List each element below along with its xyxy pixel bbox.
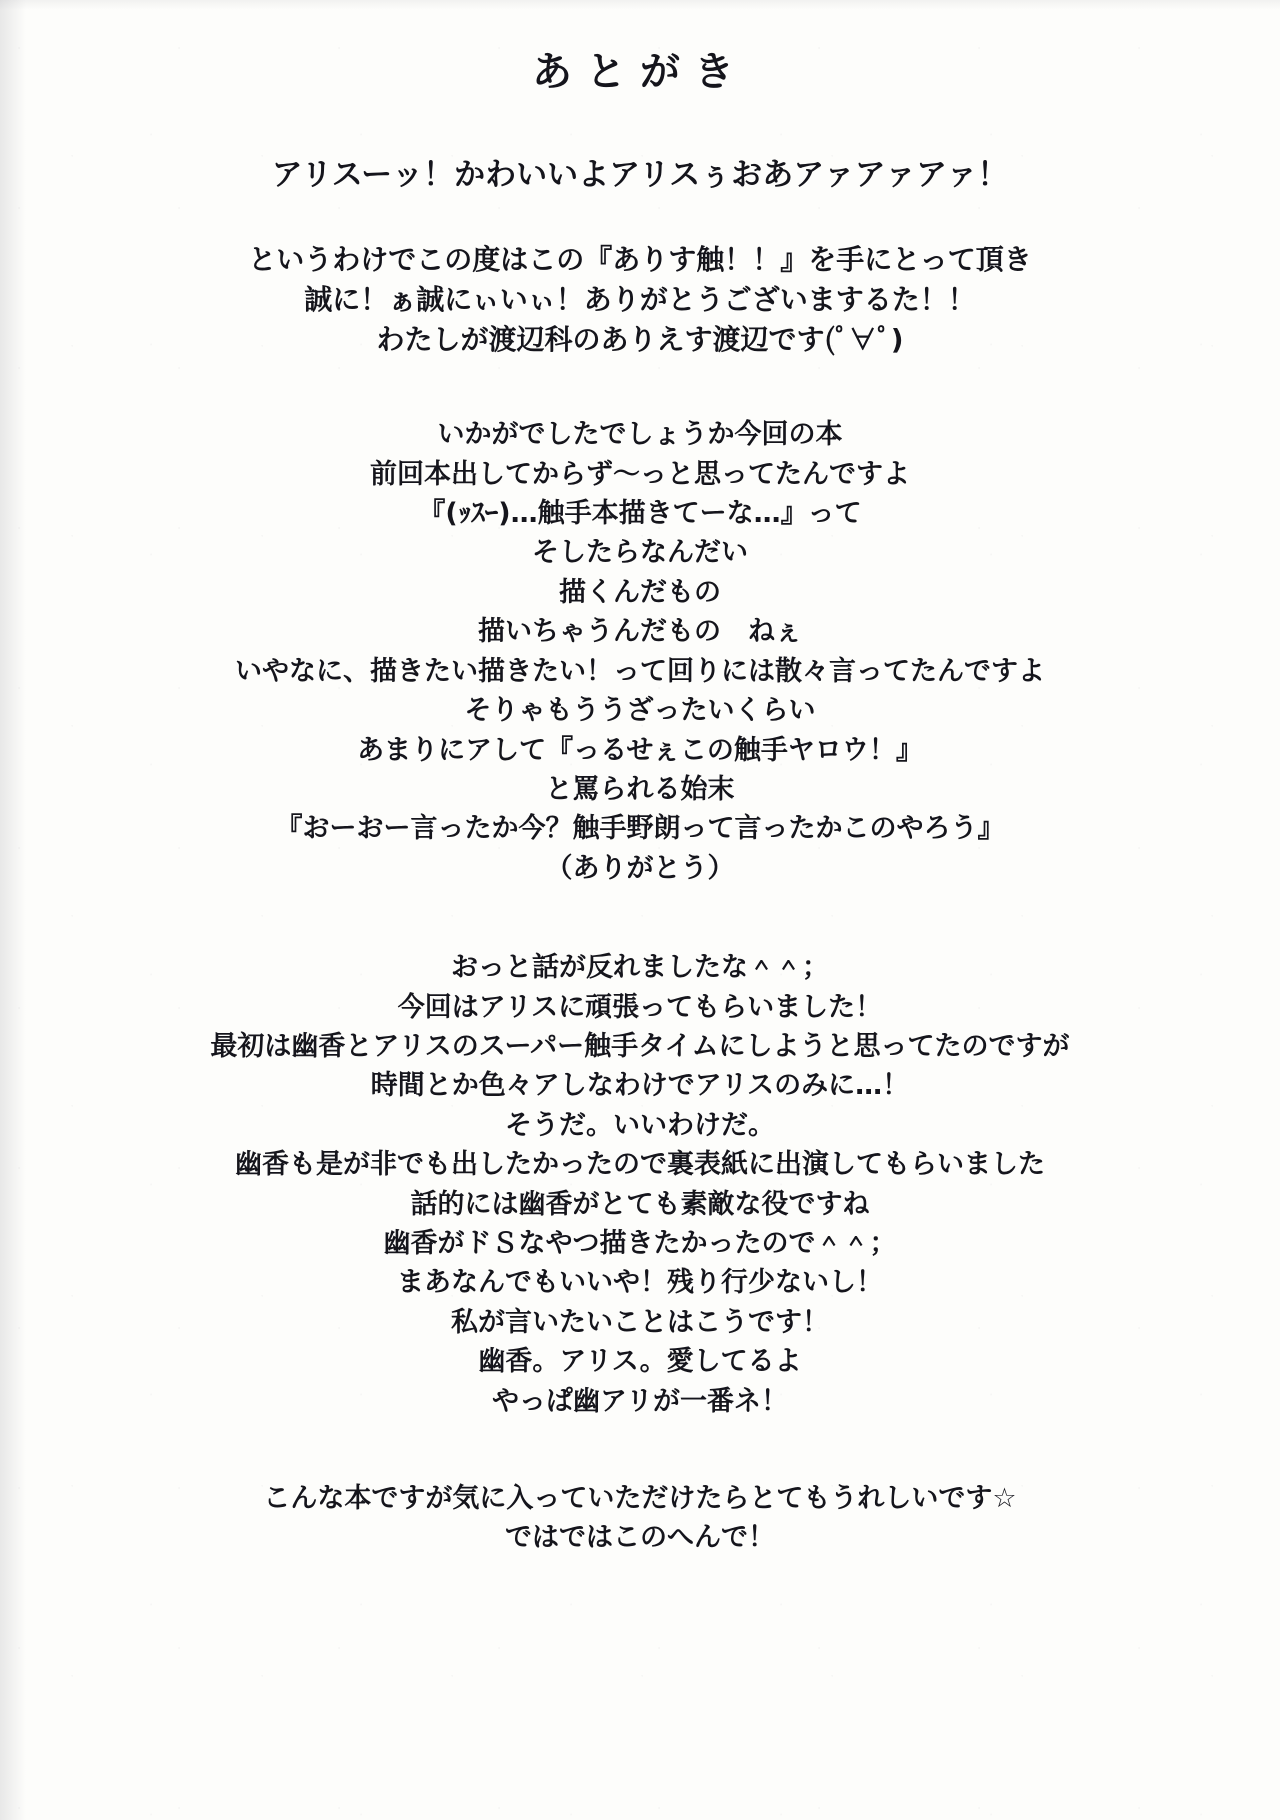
text-line: 描くんだもの [559, 576, 721, 608]
text-line: 幽香。アリス。愛してるよ [478, 1346, 802, 1378]
text-line: 私が言いたいことはこうです！ [451, 1306, 829, 1338]
lead-line: アリスーッ！かわいいよアリスぅおあアァアァアァ！ [271, 157, 1009, 193]
text-line: そしたらなんだい [532, 537, 748, 569]
text-line: （ありがとう） [545, 852, 735, 884]
intro-block [0, 240, 1280, 359]
text-line: ではではこのへんで！ [505, 1522, 775, 1554]
impression-block [0, 415, 1280, 888]
text-line: というわけでこの度はこの『ありす触！！』を手にとって頂き [248, 243, 1032, 276]
text-line: 時間とか色々アしなわけでアリスのみに…！ [370, 1070, 910, 1102]
text-line: 描いちゃうんだもの ねぇ [478, 616, 802, 648]
text-line: わたしが渡辺科のありえす渡辺です(ﾟ∀ﾟ) [376, 322, 904, 356]
text-line: そうだ。いいわけだ。 [505, 1109, 775, 1141]
text-line: やっぱ幽アリが一番ネ！ [492, 1385, 788, 1417]
text-line: こんな本ですが気に入っていただけたらとてもうれしいです☆ [263, 1483, 1017, 1514]
text-line: 幽香がドＳなやつ描きたかったので＾＾； [383, 1227, 897, 1259]
page-title: あとがき [532, 49, 748, 95]
text-line: 今回はアリスに頑張ってもらいました！ [397, 991, 883, 1023]
text-line: 『(ｯｽｰ)…触手本描きてーな…』って [418, 498, 862, 530]
text-line: 誠に！ぁ誠にぃいぃ！ありがとうございまするた！！ [304, 282, 976, 316]
text-line: いやなに、描きたい描きたい！って回りには散々言ってたんですよ [235, 655, 1045, 687]
text-line: そりゃもううざったいくらい [464, 695, 816, 727]
text-line: まあなんでもいいや！残り行少ないし！ [397, 1267, 883, 1299]
closing-block [0, 1479, 1280, 1558]
text-line: あまりにアして『っるせぇこの触手ヤロウ！』 [357, 734, 923, 766]
text-line: おっと話が反れましたな＾＾； [451, 952, 829, 984]
commentary-block [0, 948, 1280, 1421]
text-line: 『おーおー言ったか今？触手野朗って言ったかこのやろう』 [275, 813, 1005, 845]
text-line: 前回本出してからず～っと思ってたんですよ [370, 458, 910, 490]
text-line: と罵られる始末 [545, 773, 735, 805]
text-line: 話的には幽香がとても素敵な役ですね [410, 1188, 870, 1220]
text-line: 最初は幽香とアリスのスーパー触手タイムにしようと思ってたのですが [210, 1030, 1070, 1062]
text-line: いかがでしたでしょうか今回の本 [437, 419, 843, 451]
text-line: 幽香も是が非でも出したかったので裏表紙に出演してもらいました [235, 1149, 1045, 1181]
